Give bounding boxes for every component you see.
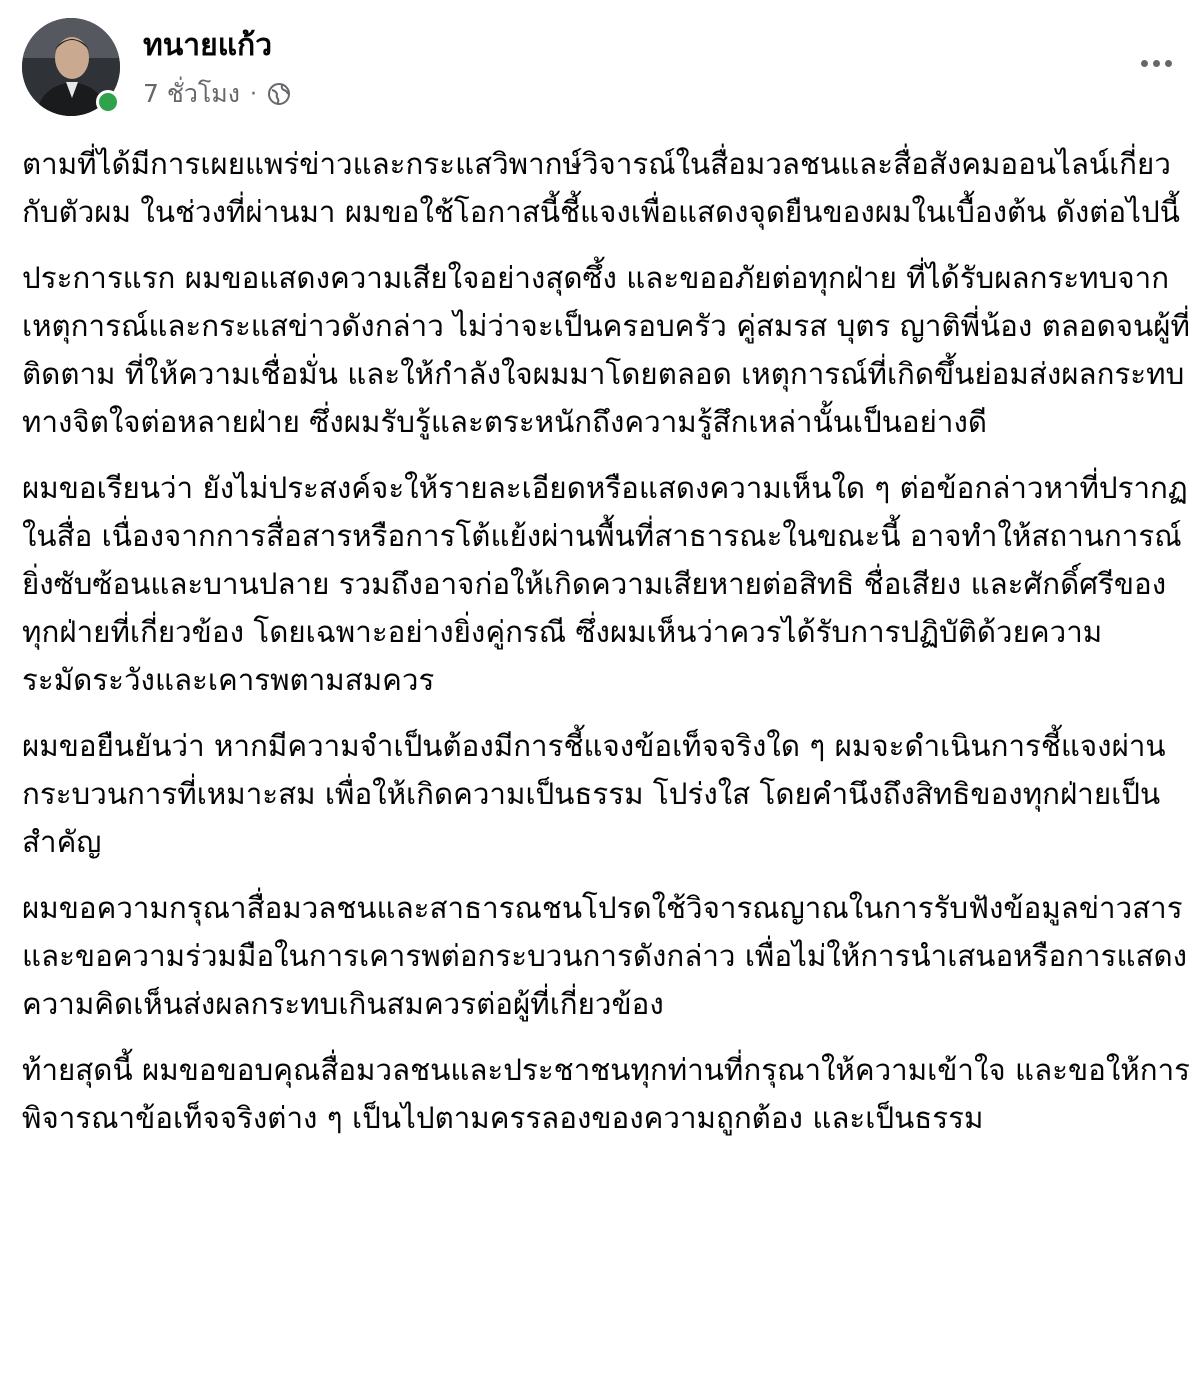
post-paragraph: ผมขอความกรุณาสื่อมวลชนและสาธารณชนโปรดใช้วิจารณญาณในการรับฟังข้อมูลข่าวสาร และขอความร่วมมือในการเคารพต่อกระบวนการดังกล่าว เพื่อไม่ให้การนำเสนอหรือการแสดงความคิดเห็นส่งผลกระทบเกินสมควรต่อผู้ที่เกี่ยวข้อง	[22, 891, 1188, 1021]
post-paragraph: ตามที่ได้มีการเผยแพร่ข่าวและกระแสวิพากษ์วิจารณ์ในสื่อมวลชนและสื่อสังคมออนไลน์เกี่ยวกับตัวผม ในช่วงที่ผ่านมา ผมขอใช้โอกาสนี้ชี้แจงเพื่อแสดงจุดยืนของผมในเบื้องต้น ดังต่อไปนี้	[22, 147, 1180, 229]
more-dot	[1141, 60, 1148, 67]
online-status-indicator	[96, 90, 120, 114]
post-paragraph: ผมขอยืนยันว่า หากมีความจำเป็นต้องมีการชี้แจงข้อเท็จจริงใด ๆ ผมจะดำเนินการชี้แจงผ่านกระบวนการที่เหมาะสม เพื่อให้เกิดความเป็นธรรม โปร่งใส โดยคำนึงถึงสิทธิของทุกฝ่ายเป็นสำคัญ	[22, 729, 1166, 859]
post-paragraph: ประการแรก ผมขอแสดงความเสียใจอย่างสุดซึ้ง และขออภัยต่อทุกฝ่าย ที่ได้รับผลกระทบจากเหตุการณ์และกระแสข่าวดังกล่าว ไม่ว่าจะเป็นครอบครัว คู่สมรส บุตร ญาติพี่น้อง ตลอดจนผู้ที่ติดตาม ที่ให้ความเชื่อมั่น และให้กำลังใจผมมาโดยตลอด เหตุการณ์ที่เกิดขึ้นย่อมส่งผลกระทบทางจิตใจต่อหลายฝ่าย ซึ่งผมรับรู้และตระหนักถึงความรู้สึกเหล่านั้นเป็นอย่างดี	[22, 261, 1190, 439]
meta-separator: ·	[249, 81, 257, 107]
more-dot	[1165, 60, 1172, 67]
post-paragraph: ท้ายสุดนี้ ผมขอขอบคุณสื่อมวลชนและประชาชนทุกท่านที่กรุณาให้ความเข้าใจ และขอให้การพิจารณาข้อเท็จจริงต่าง ๆ เป็นไปตามครรลองของความถูกต้อง และเป็นธรรม	[22, 1053, 1191, 1135]
post-paragraph: ผมขอเรียนว่า ยังไม่ประสงค์จะให้รายละเอียดหรือแสดงความเห็นใด ๆ ต่อข้อกล่าวหาที่ปรากฏในสื่อ เนื่องจากการสื่อสารหรือการโต้แย้งผ่านพื้นที่สาธารณะในขณะนี้ อาจทำให้สถานการณ์ยิ่งซับซ้อนและบานปลาย รวมถึงอาจก่อให้เกิดความเสียหายต่อสิทธิ ชื่อเสียง และศักดิ์ศรีของทุกฝ่ายที่เกี่ยวข้อง โดยเฉพาะอย่างยิ่งคู่กรณี ซึ่งผมเห็นว่าควรได้รับการปฏิบัติด้วยความระมัดระวังและเคารพตามสมควร	[22, 471, 1188, 697]
more-options-icon[interactable]	[1132, 48, 1180, 78]
post-meta	[143, 74, 291, 114]
more-dot	[1153, 60, 1160, 67]
avatar[interactable]	[22, 18, 120, 116]
post-timestamp[interactable]: 7 ชั่วโมง	[143, 79, 240, 108]
post-header	[22, 18, 1200, 128]
post-body	[22, 140, 1192, 1160]
globe-icon[interactable]	[267, 82, 291, 106]
author-name[interactable]: ทนายแก้ว	[143, 28, 273, 63]
